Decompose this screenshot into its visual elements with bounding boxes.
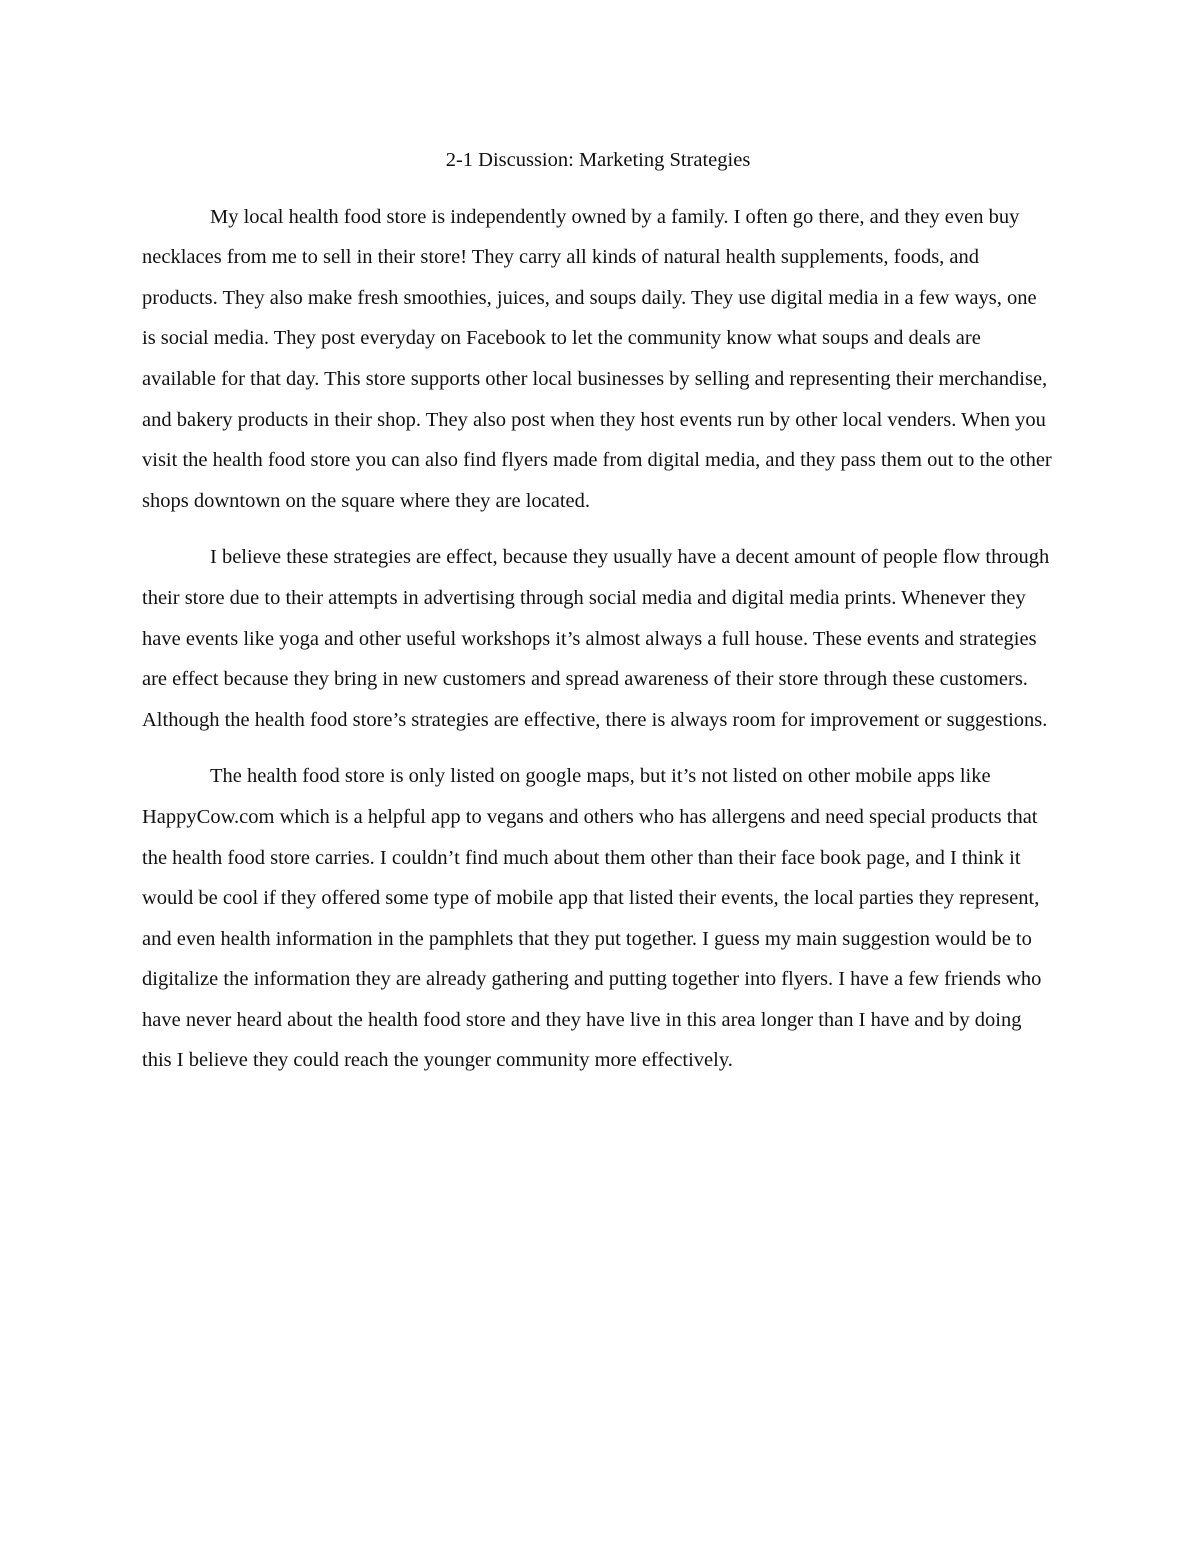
document-title: 2-1 Discussion: Marketing Strategies (445, 149, 751, 171)
paragraph-1: My local health food store is independently owned by a family. I often go there, and they even buy necklaces from me to sell in their store! They carry all kinds of natural health supplements, foods, and products. They also make fresh smoothies, juices, and soups daily. They use digital media in a few ways, one is social media. They post everyday on Facebook to let the community know what soups and deals are available for that day. This store supports other local businesses by selling and representing their merchandise, and bakery products in their shop. They also post when they host events run by other local venders. When you visit the health food store you can also find flyers made from digital media, and they pass them out to the other shops downtown on the square where they are located. (142, 205, 1052, 512)
paragraph-3: The health food store is only listed on google maps, but it’s not listed on other mobile apps like HappyCow.com which is a helpful app to vegans and others who has allergens and need special products that the health food store carries. I couldn’t find much about them other than their face book page, and I think it would be cool if they offered some type of mobile app that listed their events, the local parties they represent, and even health information in the pamphlets that they put together. I guess my main suggestion would be to digitalize the information they are already gathering and putting together into flyers. I have a few friends who have never heard about the health food store and they have live in this area longer than I have and by doing this I believe they could reach the younger community more effectively. (142, 765, 1042, 1072)
paragraph-2: I believe these strategies are effect, because they usually have a decent amount of people flow through their store due to their attempts in advertising through social media and digital media prints. Whenever they have events like yoga and other useful workshops it’s almost always a full house. These events and strategies are effect because they bring in new customers and spread awareness of their store through these customers. Although the health food store’s strategies are effective, there is always room for improvement or suggestions. (142, 546, 1050, 731)
document-body (142, 140, 1054, 1097)
